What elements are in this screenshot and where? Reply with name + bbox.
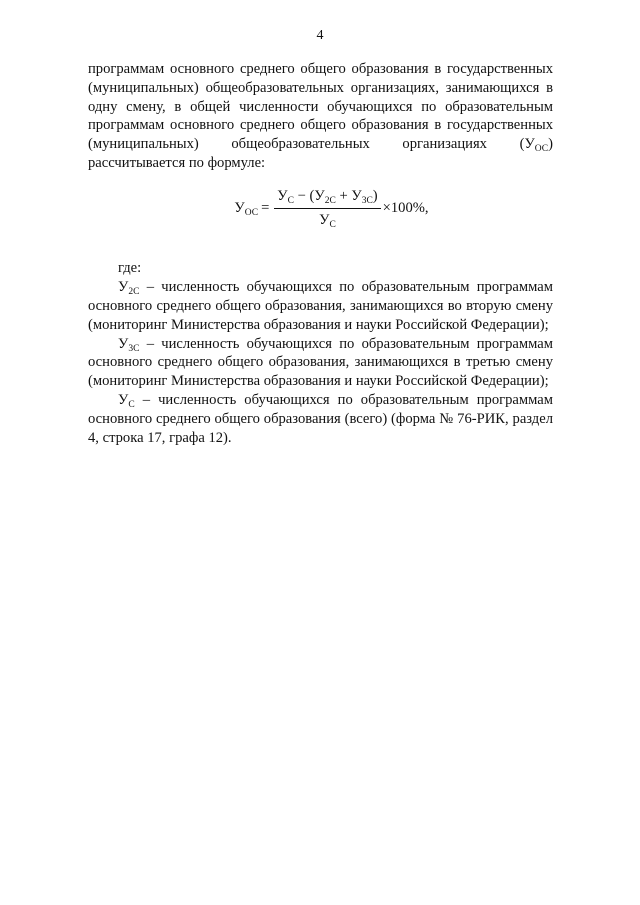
formula-denominator <box>319 209 336 230</box>
den-symbol: У <box>319 211 330 228</box>
definition-text: – численность обучающихся по образовательным программам основного среднего общего образования (всего) (форма № 76-РИК, раздел 4, строка 17, графа 12). <box>88 391 553 446</box>
formula-tail: ×100%, <box>382 199 429 216</box>
formula-fraction <box>274 187 380 230</box>
formula-lhs-symbol: У <box>234 199 245 216</box>
definition-item <box>88 335 553 391</box>
document-body <box>88 60 553 447</box>
num-plus: + У <box>335 187 362 204</box>
formula-numerator <box>274 187 380 209</box>
den-subscript: С <box>329 219 336 230</box>
definition-subscript: 3С <box>128 343 140 354</box>
definition-subscript: 2С <box>128 287 140 298</box>
definition-subscript: С <box>128 399 135 410</box>
where-label: где: <box>118 260 142 277</box>
intro-paragraph <box>88 60 553 173</box>
definition-text: – численность обучающихся по образовательным программам основного среднего общего образования, занимающихся во вторую смену (мониторинг Министерства образования и науки Российской Федерации); <box>88 279 553 333</box>
num-minus-open: − (У <box>293 187 325 204</box>
intro-tail: ) рассчитывается по формуле: <box>88 136 553 171</box>
intro-symbol-subscript: ОС <box>534 144 549 155</box>
formula-lhs <box>234 199 258 218</box>
definition-symbol: У <box>118 335 129 352</box>
num-sub-c: 3С <box>361 195 373 206</box>
num-close: ) <box>372 187 378 204</box>
formula-equals: = <box>261 199 270 216</box>
intro-symbol: У <box>524 136 535 153</box>
definition-symbol: У <box>118 279 129 296</box>
definition-symbol: У <box>118 391 129 408</box>
formula-lhs-subscript: ОС <box>244 207 259 218</box>
num-sub-b: 2С <box>324 195 336 206</box>
intro-text: программам основного среднего общего образования в государственных (муниципальных) общеобразовательных организациях, занимающихся в одну смену, в общей численности обучающихся по образовательным программам основного среднего общего образования в государственных (муниципальных) общеобразовательных организациях ( <box>88 61 553 153</box>
definition-item <box>88 278 553 334</box>
page-number: 4 <box>316 28 324 43</box>
definition-item <box>88 391 553 447</box>
num-symbol-a: У <box>277 187 288 204</box>
definition-text: – численность обучающихся по образовательным программам основного среднего общего образования, занимающихся в третью смену (мониторинг Министерства образования и науки Российской Федерации); <box>88 335 553 390</box>
num-sub-a: С <box>287 195 294 206</box>
formula <box>110 187 553 230</box>
